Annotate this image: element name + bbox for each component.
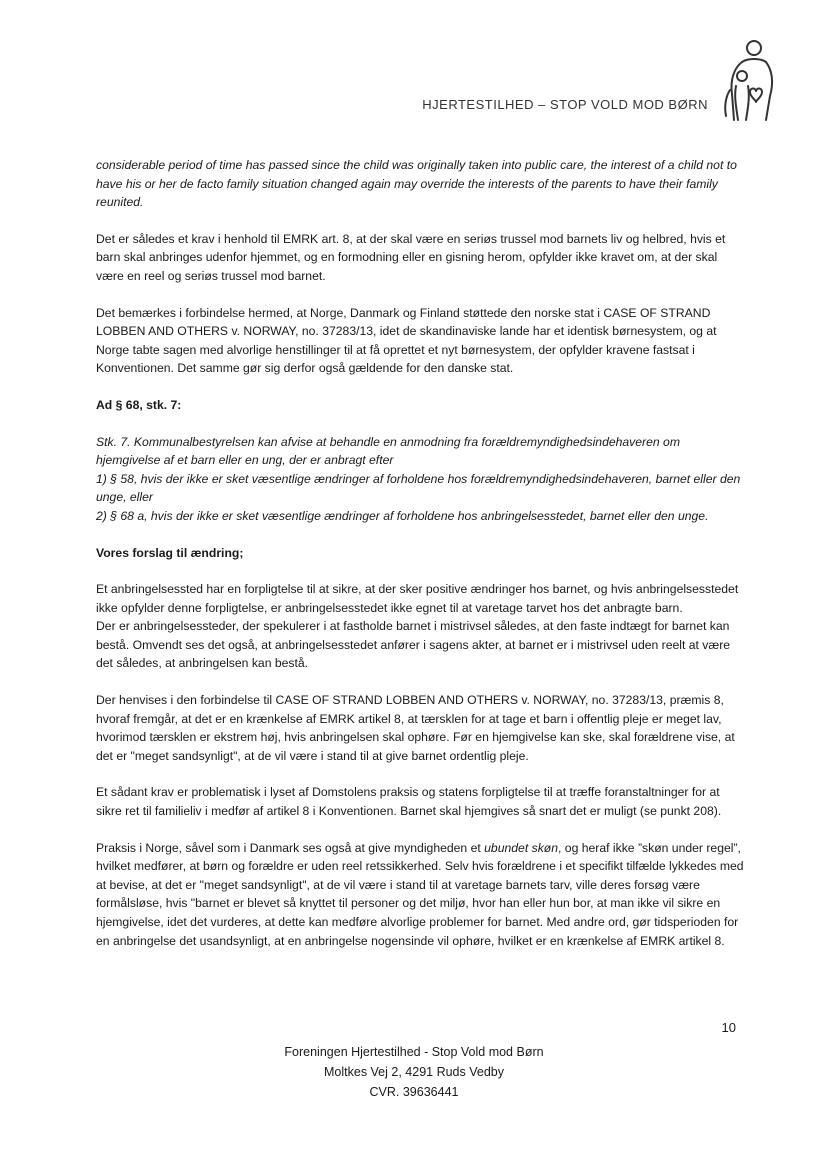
paragraph	[96, 580, 744, 673]
statute-line: Stk. 7. Kommunalbestyrelsen kan afvise at behandle en anmodning fra forældremyndighedsindehaveren om hjemgivelse af et barn eller en ung, der er anbragt efter	[96, 434, 680, 468]
page-number: 10	[721, 1020, 736, 1035]
section-heading: Vores forslag til ændring;	[96, 545, 244, 560]
footer-organization: Foreningen Hjertestilhed - Stop Vold mod Børn	[284, 1045, 544, 1059]
footer-address: Moltkes Vej 2, 4291 Ruds Vedby	[324, 1065, 504, 1079]
footer	[0, 1042, 828, 1102]
footer-cvr: CVR. 39636441	[369, 1085, 459, 1099]
emphasis: ubundet skøn	[484, 840, 559, 855]
statute-line: 1) § 58, hvis der ikke er sket væsentlige ændringer af forholdene hos forældremyndighedsindehaveren, barnet eller den unge, eller	[96, 471, 741, 505]
paragraph-part: Der er anbringelsessteder, der spekulerer i at fastholde barnet i mistrivsel således, at den faste indtægt for barnet kan bestå. Omvendt ses det også, at anbringelsesstedet anfører i sagens akter, at barnet er i mistrivsel uden reelt at være det således, at anbringelsen kan bestå.	[96, 619, 731, 671]
paragraph	[96, 839, 744, 951]
paragraph-part: , og heraf ikke ”skøn under regel”, hvilket medfører, at børn og forældre er uden reel retssikkerhed. Selv hvis forældrene i et specifikt tilfælde lykkedes med at bevise, at det er "meget sandsynligt", at de vil være i stand til at varetage barnets tarv, ville deres forsøg være formålsløse, hvis "barnet er blevet så knyttet til personer og det miljø, hvor han eller hun bor, at man ikke vil sikre en hjemgivelse, idet det vurderes, at dette kan medføre alvorlige problemer for barnet. Med andre ord, gør tidsperioden for en anbringelse det usandsynligt, at en anbringelse nogensinde vil ophøre, hvilket er en krænkelse af EMRK artikel 8.	[96, 840, 744, 948]
paragraph-part: Praksis i Norge, såvel som i Danmark ses også at give myndigheden et	[96, 840, 485, 855]
paragraph: Det er således et krav i henhold til EMRK art. 8, at der skal være en seriøs trussel mod barnets liv og helbred, hvis et barn skal anbringes udenfor hjemmet, og en formodning eller en gisning herom, opfylder ikke kravet om, at der skal være en reel og seriøs trussel mod barnet.	[96, 231, 726, 283]
family-heart-logo-icon	[720, 36, 776, 126]
paragraph: Et sådant krav er problematisk i lyset af Domstolens praksis og statens forpligtelse til at træffe foranstaltninger for at sikre ret til familieliv i medfør af artikel 8 i Konventionen. Barnet skal hjemgives så snart det er muligt (se punkt 208).	[96, 785, 722, 819]
paragraph-part: Et anbringelsessted har en forpligtelse til at sikre, at der sker positive ændringer hos barnet, og hvis anbringelsesstedet ikke opfylder denne forpligtelse, er anbringelsesstedet ikke egnet til at varetage tarvet hos det anbragte barn.	[96, 582, 739, 615]
statute-line: 2) § 68 a, hvis der ikke er sket væsentlige ændringer af forholdene hos anbringelsesstedet, barnet eller den unge.	[96, 508, 709, 523]
section-heading: Ad § 68, stk. 7:	[96, 397, 182, 412]
paragraph: Der henvises i den forbindelse til CASE OF STRAND LOBBEN AND OTHERS v. NORWAY, no. 37283/13, præmis 8, hvoraf fremgår, at det er en krænkelse af EMRK artikel 8, at tærsklen for at tage et barn i offentlig pleje er meget lav, hvorimod tærsklen er ekstrem høj, hvis anbringelsen skal ophøre. Før en hjemgivelse kan ske, skal forældrene vise, at det er "meget sandsynligt", at de vil være i stand til at give barnet ordentlig pleje.	[96, 693, 735, 763]
quoted-paragraph: considerable period of time has passed since the child was originally taken into public care, the interest of a child not to have his or her de facto family situation changed again may override the interests of the parents to have their family reunited.	[96, 158, 737, 210]
paragraph: Det bemærkes i forbindelse hermed, at Norge, Danmark og Finland støttede den norske stat i CASE OF STRAND LOBBEN AND OTHERS v. NORWAY, no. 37283/13, idet de skandinaviske lande har et identisk børnesystem, og at Norge tabte sagen med alvorlige henstillinger til at få oprettet et nyt børnesystem, der opfylder kravene fastsat i Konventionen. Det samme gør sig derfor også gældende for den danske stat.	[96, 305, 717, 376]
statute-quote	[96, 433, 744, 526]
document-body	[96, 156, 744, 968]
header-title: HJERTESTILHED – STOP VOLD MOD BØRN	[422, 97, 708, 112]
